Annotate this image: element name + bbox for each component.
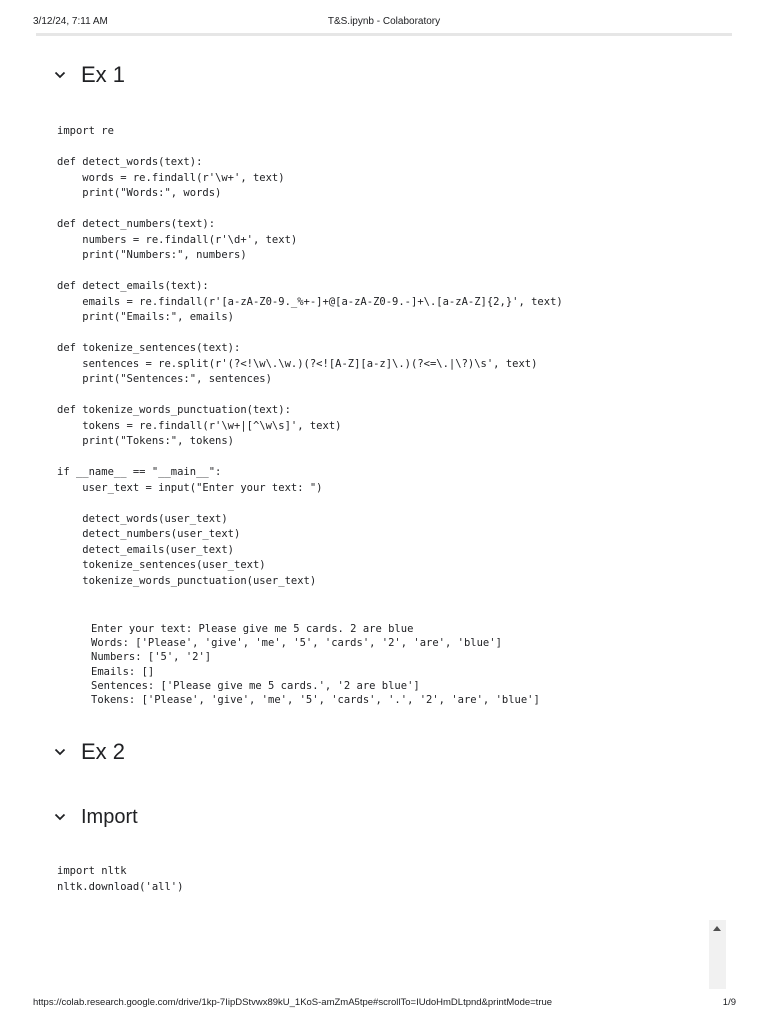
output-cell-ex1: Enter your text: Please give me 5 cards. 2 are blue Words: ['Please', 'give', 'me', '5', 'cards', '2', 'are', 'blue'] Numbers: ['5', '2'] Emails: [] Sentences: ['Please give me 5 cards.', '2 are blue'] Tokens: ['Please', 'give', 'me', '5', 'cards', '.', '2', 'are', 'blue'] <box>91 623 540 707</box>
page-number: 1/9 <box>722 997 736 1008</box>
code-cell-import[interactable]: import nltk nltk.download('all') <box>57 865 184 893</box>
chevron-down-icon[interactable] <box>52 809 68 825</box>
section-ex1[interactable] <box>52 60 125 90</box>
top-divider <box>36 33 732 36</box>
print-footer <box>0 997 768 1009</box>
page-url: https://colab.research.google.com/drive/1kp-7IipDStvwx89kU_1KoS-amZmA5tpe#scrollTo=IUdoHmDLtpnd&printMode=true <box>33 997 553 1008</box>
chevron-down-icon[interactable] <box>52 67 68 83</box>
section-ex2[interactable] <box>52 737 125 767</box>
scrollbar[interactable] <box>709 920 726 989</box>
section-heading-ex1: Ex 1 <box>81 62 126 87</box>
notebook-title: T&S.ipynb - Colaboratory <box>327 16 441 27</box>
chevron-down-icon[interactable] <box>52 744 68 760</box>
section-import[interactable] <box>52 802 138 832</box>
section-heading-import: Import <box>81 805 138 828</box>
code-cell-ex1[interactable]: import re def detect_words(text): words = re.findall(r'\w+', text) print("Words:", words) def detect_numbers(text): numbers = re.findall(r'\d+', text) print("Numbers:", numbers) def detect_emails(text): emails = re.findall(r'[a-zA-Z0-9._%+-]+@[a-zA-Z0-9.-]+\.[a-zA-Z]{2,}', text) print("Emails:", emails) def tokenize_sentences(text): sentences = re.split(r'(?<!\w\.\w.)(?<![A-Z][a-z]\.)(?<=\.|\?)\s', text) print("Sentences:", sentences) def tokenize_words_punctuation(text): tokens = re.findall(r'\w+|[^\w\s]', text) print("Tokens:", tokens) if __name__ == "__main__": user_text = input("Enter your text: ") detect_words(user_text) detect_numbers(user_text) detect_emails(user_text) tokenize_sentences(user_text) tokenize_words_punctuation(user_text) <box>57 125 563 587</box>
print-datetime: 3/12/24, 7:11 AM <box>33 16 108 27</box>
scroll-up-arrow-icon[interactable] <box>713 926 721 931</box>
print-header <box>0 16 768 30</box>
section-heading-ex2: Ex 2 <box>81 739 126 764</box>
